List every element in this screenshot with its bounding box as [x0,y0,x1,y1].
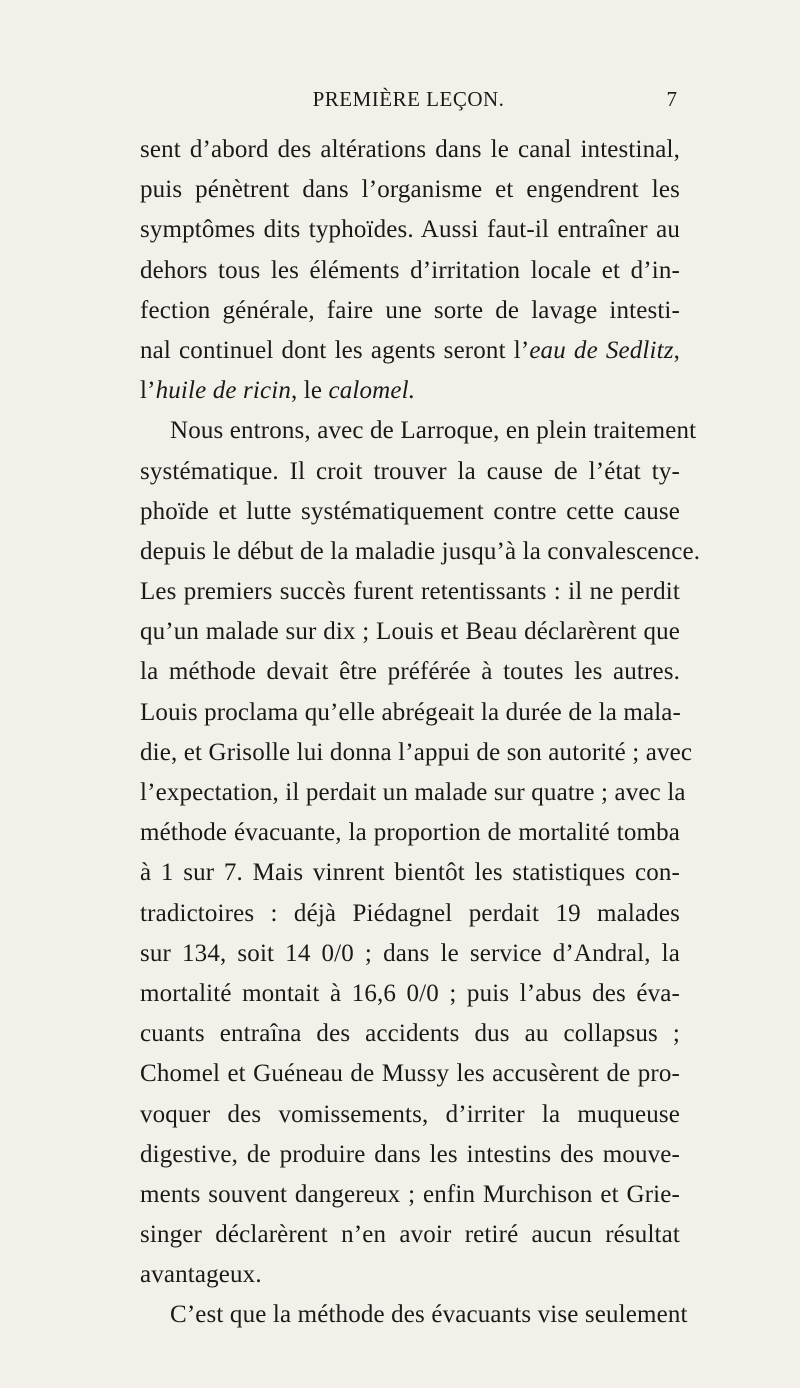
text-segment: C’est que la méthode des évacuants vise seulement [170,1301,688,1329]
text-segment: dehors tous les éléments d’irritation locale et d’in- [140,256,680,284]
text-line [140,974,680,1014]
text-segment: systématique. Il croit trouver la cause de l’état ty- [140,457,680,485]
text-segment: mortalité montait à 16,6 0/0 ; puis l’abus des éva- [140,979,680,1007]
running-head [140,84,677,114]
running-title: PREMIÈRE LEÇON. [312,87,505,111]
text-line [140,1054,680,1094]
italic-text: eau de Sedlitz [529,336,674,364]
italic-text: calomel. [328,377,416,405]
text-segment: digestive, de produire dans les intestins des mouve- [140,1140,680,1168]
text-line [140,813,680,853]
text-segment: Chomel et Guéneau de Mussy les accusèrent de pro- [140,1060,680,1088]
text-line [140,773,686,813]
page-number: 7 [666,87,677,111]
text-line [140,652,680,692]
text-segment: symptômes dits typhoïdes. Aussi faut-il entraîner au [140,216,680,244]
text-segment: depuis le début de la maladie jusqu’à la convalescence. [140,537,701,565]
text-segment: sur 134, soit 14 0/0 ; dans le service d’Andral, la [140,939,680,967]
text-line [140,693,680,733]
text-segment: nal continuel dont les agents seront l’ [140,336,530,364]
text-line [140,1295,688,1335]
text-segment: Louis proclama qu’elle abrégeait la durée de la mala- [140,698,682,726]
text-line [140,1175,680,1215]
text-segment: qu’un malade sur dix ; Louis et Beau déclarèrent que [140,618,680,646]
text-line [140,492,680,532]
text-line [140,331,680,371]
text-line [140,934,680,974]
text-line [140,1014,680,1054]
text-line [140,1255,680,1295]
text-segment: sent d’abord des altérations dans le canal intestinal, [140,136,680,163]
text-line [140,371,680,411]
text-segment: , le [290,377,329,405]
text-segment: méthode évacuante, la proportion de mortalité tomba [140,819,680,847]
text-line [140,1215,680,1255]
text-line [140,1135,680,1175]
text-segment: voquer des vomissements, d’irriter la muqueuse [140,1100,680,1128]
text-line [140,1095,680,1135]
text-line [140,170,680,210]
text-segment: Les premiers succès furent retentissants : il ne perdit [140,578,680,606]
text-segment: die, et Grisolle lui donna l’appui de son autorité ; avec [140,738,693,766]
text-segment: singer déclarèrent n’en avoir retiré aucun résultat [140,1221,680,1249]
text-line [140,853,680,893]
text-line [140,612,680,652]
text-segment: puis pénètrent dans l’organisme et engendrent les [140,176,680,204]
text-segment: fection générale, faire une sorte de lavage intesti- [140,296,680,324]
text-segment: cuants entraîna des accidents dus au collapsus ; [140,1020,680,1048]
text-line [140,210,680,250]
text-line [140,733,693,773]
text-line [140,291,680,331]
text-segment: phoïde et lutte systématiquement contre cette cause [140,497,680,525]
body-text [140,130,701,1336]
text-segment: avantageux. [140,1261,262,1289]
text-segment: l’expectation, il perdait un malade sur quatre ; avec la [140,779,686,806]
italic-text: huile de ricin [155,377,291,405]
text-line [140,411,697,451]
text-segment: l’ [140,377,156,405]
text-line [140,572,680,612]
text-line [140,251,680,291]
text-segment: tradictoires : déjà Piédagnel perdait 19 malades [140,899,680,927]
text-segment: , [673,336,680,364]
text-segment: ments souvent dangereux ; enfin Murchison et Grie- [140,1180,680,1208]
text-line [140,894,680,934]
text-segment: à 1 sur 7. Mais vinrent bientôt les statistiques con- [140,859,680,887]
text-line [140,452,680,492]
text-line [140,130,680,170]
text-segment: la méthode devait être préférée à toutes les autres. [140,658,680,686]
text-segment: Nous entrons, avec de Larroque, en plein traitement [170,417,697,445]
text-line [140,532,701,572]
